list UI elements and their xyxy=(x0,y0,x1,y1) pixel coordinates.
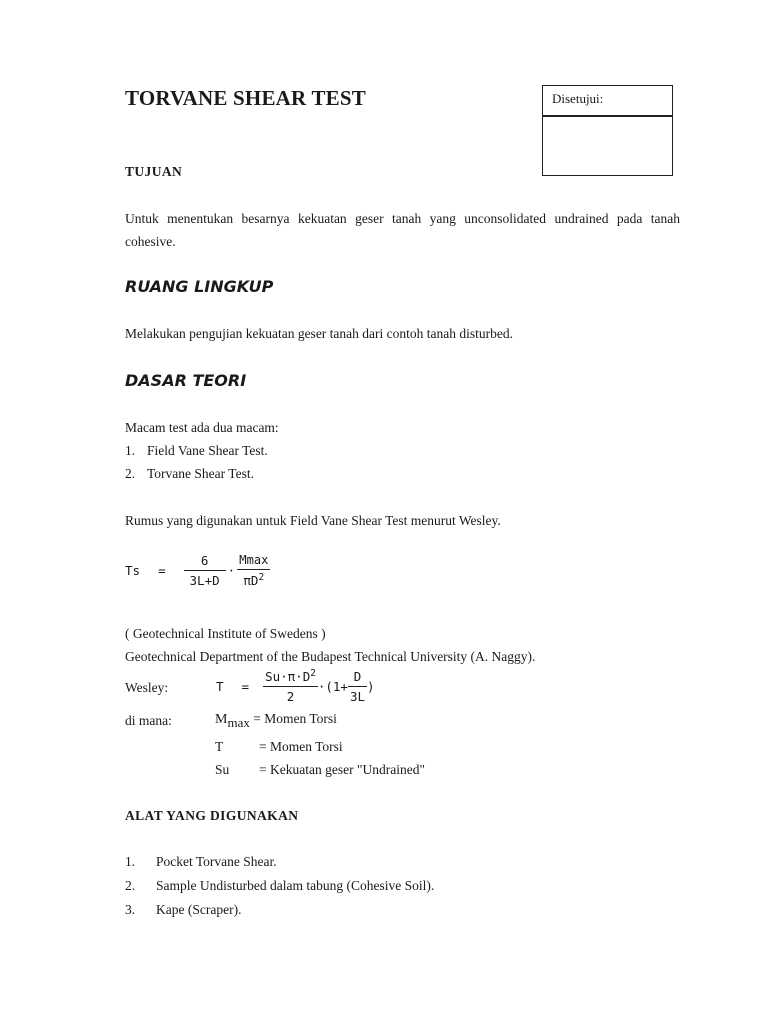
definition-row xyxy=(215,709,337,730)
formula-ts-den2: $\pi D^2$ xyxy=(243,572,265,589)
list-item-number: 1. xyxy=(125,443,136,458)
formula-wesley-den2: 3L xyxy=(349,688,366,704)
formula-wesley-lhs: T xyxy=(216,678,224,694)
definition-symbol: M xyxy=(215,712,228,727)
formula-ts xyxy=(125,552,270,588)
wesley-label: Wesley: xyxy=(125,680,169,695)
list-item-number: 2. xyxy=(125,466,136,481)
definition-subscript: max xyxy=(227,715,250,730)
definition-symbol: Su xyxy=(215,762,230,777)
ruang-lingkup-text: Melakukan pengujian kekuatan geser tanah dari contoh tanah disturbed. xyxy=(125,326,513,341)
alat-heading: ALAT YANG DIGUNAKAN xyxy=(125,808,299,823)
formula-ts-num2: Mmax xyxy=(237,552,270,570)
formula-ts-fraction-1 xyxy=(184,553,226,588)
formula-ts-fraction-2 xyxy=(237,552,270,588)
approval-label: Disetujui: xyxy=(552,91,604,106)
formula-wesley-mid: ·(1+ xyxy=(317,678,348,694)
definition-text: = Kekuatan geser "Undrained" xyxy=(259,762,425,777)
formula-wesley-fraction-2 xyxy=(348,669,367,704)
formula-wesley-den1: 2 xyxy=(286,689,295,705)
formula-wesley-equals: = xyxy=(241,678,250,694)
dasar-teori-heading: DASAR TEORI xyxy=(125,371,247,390)
list-item-number: 3. xyxy=(125,902,136,917)
ruang-lingkup-heading: RUANG LINGKUP xyxy=(125,277,274,296)
formula-ts-dot: · xyxy=(227,562,236,578)
approval-divider xyxy=(543,115,672,117)
source-line-1: ( Geotechnical Institute of Swedens ) xyxy=(125,626,326,641)
formula-wesley-end: ) xyxy=(367,678,375,694)
definition-text: = Momen Torsi xyxy=(259,739,343,754)
list-item-text: Kape (Scraper). xyxy=(156,902,242,917)
tujuan-text: Untuk menentukan besarnya kekuatan geser tanah yang unconsolidated undrained pada tanah cohesive. xyxy=(125,211,680,249)
source-line-2: Geotechnical Department of the Budapest Technical University (A. Naggy). xyxy=(125,649,536,664)
formula-wesley xyxy=(216,668,375,704)
approval-box xyxy=(542,85,673,176)
dimana-label: di mana: xyxy=(125,713,172,728)
list-item xyxy=(125,900,242,920)
formula-wesley-fraction-1 xyxy=(263,668,318,704)
page-title: TORVANE SHEAR TEST xyxy=(125,86,366,110)
rumus-intro: Rumus yang digunakan untuk Field Vane Shear Test menurut Wesley. xyxy=(125,513,501,528)
list-item-text: Field Vane Shear Test. xyxy=(147,443,268,458)
list-item xyxy=(125,464,254,484)
list-item xyxy=(125,441,268,461)
definition-text: = Momen Torsi xyxy=(253,711,337,726)
tujuan-heading: TUJUAN xyxy=(125,164,183,179)
list-item-number: 1. xyxy=(125,854,136,869)
definition-symbol: T xyxy=(215,739,224,754)
formula-wesley-num1: $Su\cdot\pi\cdot D^2$ xyxy=(263,668,318,687)
list-item xyxy=(125,876,435,896)
formula-ts-lhs: Ts xyxy=(125,562,141,578)
formula-ts-equals: = xyxy=(158,562,166,578)
formula-ts-den1: 3L+D xyxy=(189,572,220,588)
formula-wesley-num2: D xyxy=(348,669,367,687)
list-item-text: Pocket Torvane Shear. xyxy=(156,854,277,869)
definition-row xyxy=(215,737,343,757)
list-item xyxy=(125,852,277,872)
definition-row xyxy=(215,760,425,780)
formula-ts-num1: 6 xyxy=(184,553,226,571)
list-item-number: 2. xyxy=(125,878,136,893)
dasar-teori-intro: Macam test ada dua macam: xyxy=(125,420,279,435)
list-item-text: Torvane Shear Test. xyxy=(147,466,254,481)
list-item-text: Sample Undisturbed dalam tabung (Cohesive Soil). xyxy=(156,878,435,893)
